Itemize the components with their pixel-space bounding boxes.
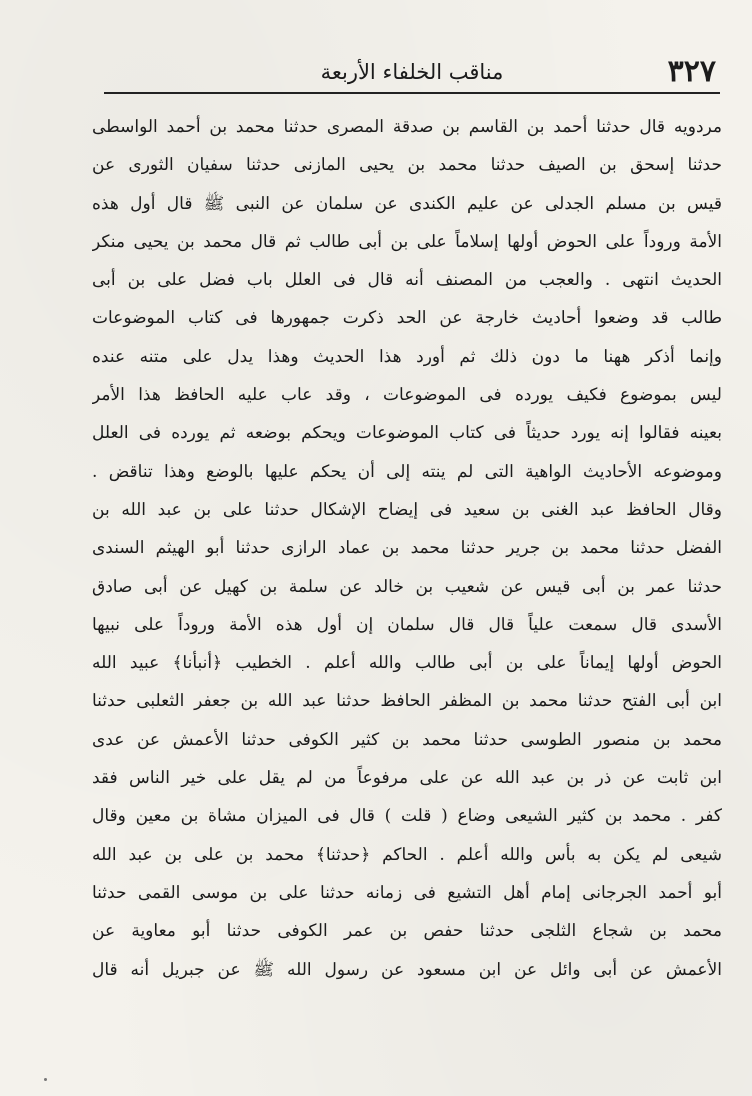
text-line: بعينه فقالوا إنه يورد حديثاً فى كتاب الموضوعات ويحكم بوضعه ثم يورده فى العلل	[92, 423, 722, 444]
text-line: ابن أبى الفتح حدثنا محمد بن المظفر الحافظ حدثنا عبد الله بن جعفر الثعلبى حدثنا	[92, 691, 722, 712]
text-line: محمد بن منصور الطوسى حدثنا محمد بن كثير الكوفى حدثنا الأعمش عن عدى	[92, 729, 722, 750]
text-line: مردويه قال حدثنا أحمد بن القاسم بن صدقة المصرى حدثنا محمد بن أحمد الواسطى	[92, 117, 722, 137]
text-line: محمد بن شجاع الثلجى حدثنا حفص بن عمر الكوفى حدثنا أبو معاوية عن	[92, 921, 722, 942]
text-line: وموضوعه الأحاديث الواهية التى لم ينته إلى أن يحكم عليها بالوضع وهذا تناقض .	[92, 461, 722, 482]
body-text	[92, 108, 722, 989]
page-number: ٣٢٧	[667, 54, 716, 89]
text-line: قيس بن مسلم الجدلى عن عليم الكندى عن سلمان عن النبى ﷺ قال أول هذه	[92, 193, 722, 214]
text-line: ليس بموضوع فكيف يورده فى الموضوعات ، وقد عاب عليه الحافظ هذا الأمر	[92, 385, 722, 406]
text-line: حدثنا إسحق بن الصيف حدثنا محمد بن يحيى المازنى حدثنا سفيان الثورى عن	[92, 155, 722, 176]
text-line: الأعمش عن أبى وائل عن ابن مسعود عن رسول الله ﷺ عن جبريل أنه قال	[92, 959, 722, 980]
text-line: طالب قد وضعوا أحاديث خارجة عن الحد ذكرت جمهورها فى كتاب الموضوعات	[92, 308, 722, 329]
text-line: الحديث انتهى . والعجب من المصنف أنه قال فى العلل باب فضل على بن أبى	[92, 270, 722, 291]
text-line: الفضل حدثنا محمد بن جرير حدثنا محمد بن عماد الرازى حدثنا أبو الهيثم السندى	[92, 538, 722, 559]
running-title: مناقب الخلفاء الأربعة	[320, 60, 504, 84]
header-rule	[104, 92, 720, 94]
text-line: الأسدى قال سمعت علياً قال قال سلمان إن أول هذه الأمة وروداً على نبيها	[92, 614, 722, 635]
text-line: الأمة وروداً على الحوض أولها إسلاماً على بن أبى طالب ثم قال محمد بن يحيى منكر	[92, 231, 722, 252]
text-line: حدثنا عمر بن أبى قيس عن شعيب بن خالد عن سلمة بن كهيل عن أبى صادق	[92, 576, 722, 597]
text-line: الحوض أولها إيماناً على بن أبى طالب والله أعلم . الخطيب ﴿أنبأنا﴾ عبيد الله	[92, 653, 722, 674]
text-line: ابن ثابت عن ذر بن عبد الله عن على مرفوعاً من لم يقل على خير الناس فقد	[92, 768, 722, 789]
margin-speck	[44, 1078, 47, 1081]
text-line: شيعى لم يكن به بأس والله أعلم . الحاكم ﴿حدثنا﴾ محمد بن على بن عبد الله	[92, 844, 722, 865]
text-line: كفر . محمد بن كثير الشيعى وضاع ( قلت ) قال فى الميزان مشاة بن معين وقال	[92, 806, 722, 827]
text-line: وإنما أذكر ههنا ما دون ذلك ثم أورد هذا الحديث وهذا يدل على متنه عنده	[92, 346, 722, 367]
text-line: وقال الحافظ عبد الغنى بن سعيد فى إيضاح الإشكال حدثنا على بن عبد الله بن	[92, 499, 722, 520]
text-line: أبو أحمد الجرجانى إمام أهل التشيع فى زمانه حدثنا على بن موسى القمى حدثنا	[92, 882, 722, 903]
page-header	[108, 52, 716, 92]
